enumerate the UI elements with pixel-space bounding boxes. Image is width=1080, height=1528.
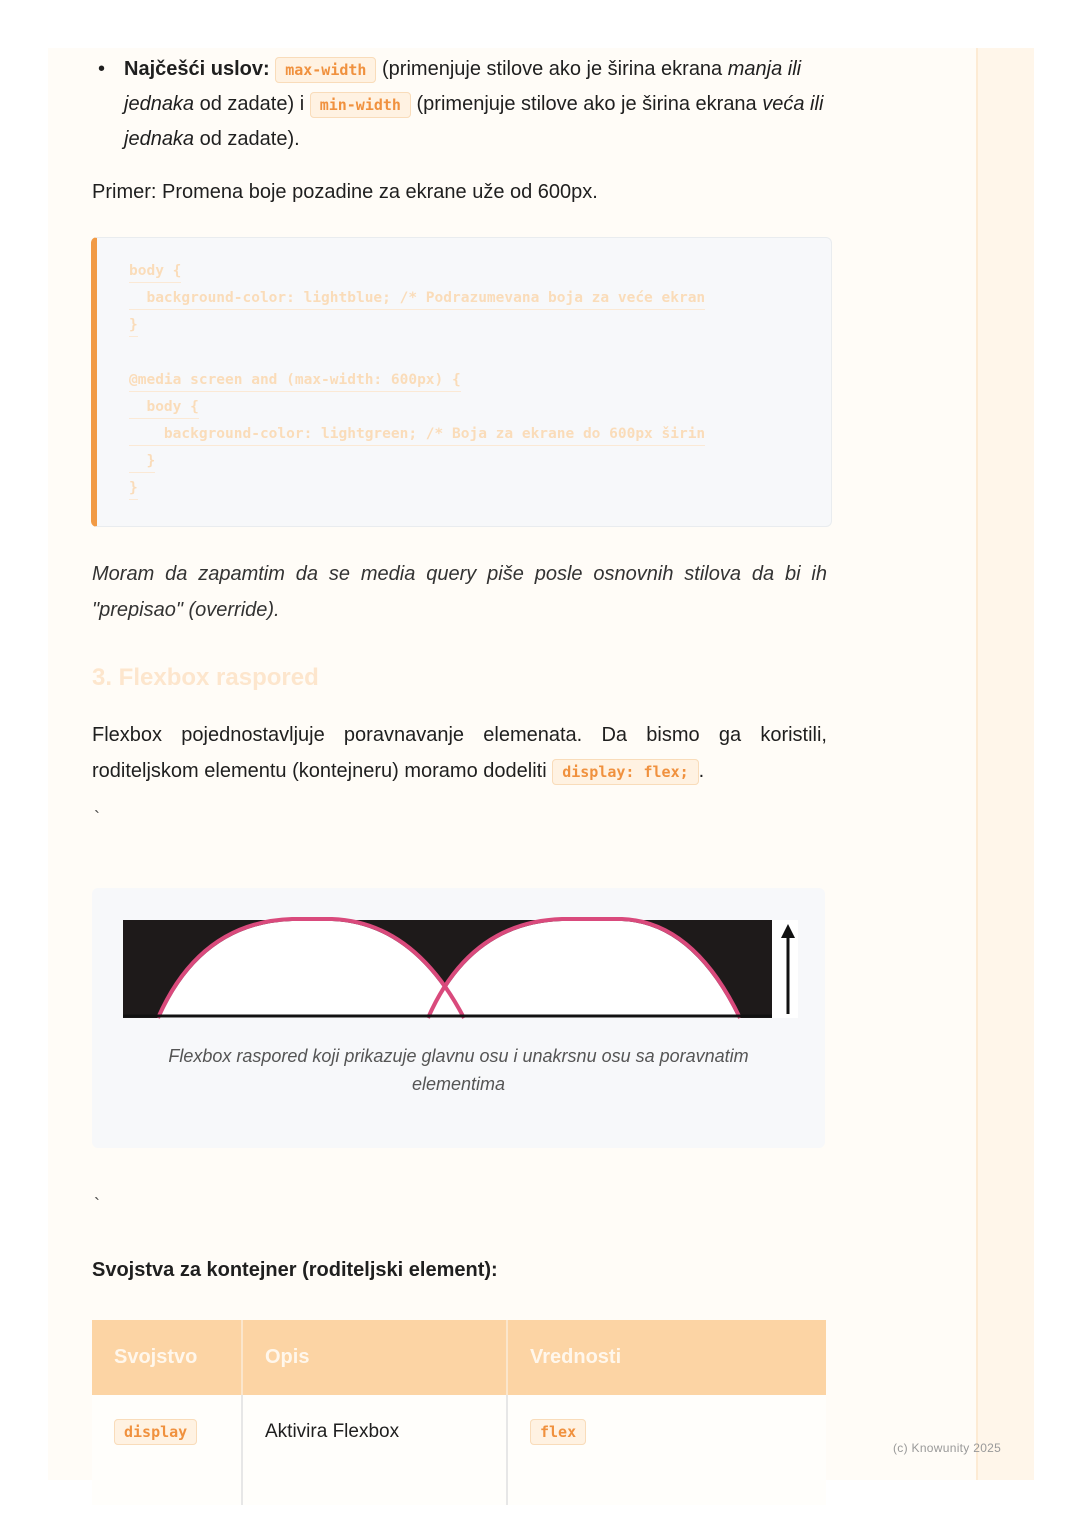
code-line: } bbox=[129, 314, 138, 337]
code-line: } bbox=[129, 450, 155, 473]
table-cell-property bbox=[92, 1395, 242, 1505]
section-heading-wrap bbox=[92, 664, 319, 692]
flexbox-paragraph-text: Flexbox pojednostavljuje poravnavanje elemenata. Da bismo ga koristili, roditeljskom elementu (kontejneru) moramo dodeliti bbox=[92, 724, 827, 782]
table-cell-description: Aktivira Flexbox bbox=[242, 1395, 507, 1505]
stray-backtick: ` bbox=[94, 1195, 100, 1215]
table-header-row bbox=[92, 1320, 826, 1395]
bullet-text bbox=[124, 52, 826, 156]
flexbox-figure bbox=[92, 888, 825, 1148]
code-min-width: min-width bbox=[310, 92, 411, 118]
table-header-values: Vrednosti bbox=[507, 1320, 826, 1395]
bullet-emphasis-2: veća ili jednaka bbox=[124, 93, 824, 150]
container-properties-table bbox=[92, 1320, 826, 1505]
container-properties-heading: Svojstva za kontejner (roditeljski element): bbox=[92, 1259, 498, 1281]
italic-note: Moram da zapamtim da se media query piše posle osnovnih stilova da bi ih "prepisao" (override). bbox=[92, 563, 827, 621]
code-block bbox=[91, 237, 832, 527]
table-header-description: Opis bbox=[242, 1320, 507, 1395]
stray-backtick: ` bbox=[94, 808, 100, 828]
table-cell-value bbox=[507, 1395, 826, 1505]
bullet-lead: Najčešći uslov: bbox=[124, 58, 270, 80]
bullet-emphasis-1: manja ili jednaka bbox=[124, 58, 802, 115]
code-flex: flex bbox=[530, 1419, 586, 1445]
bullet-text-2: od zadate) i bbox=[194, 93, 310, 115]
copyright-footer: (c) Knowunity 2025 bbox=[893, 1441, 1002, 1455]
section-heading: 3. Flexbox raspored bbox=[92, 664, 319, 691]
code-line: body { bbox=[129, 260, 181, 283]
bullet-marker: • bbox=[98, 58, 106, 80]
right-margin-strip bbox=[976, 48, 1034, 1480]
bullet-text-4: od zadate). bbox=[194, 128, 300, 150]
bullet-text-1: (primenjuje stilove ako je širina ekrana bbox=[376, 58, 728, 80]
code-display: display bbox=[114, 1419, 197, 1445]
figure-caption: Flexbox raspored koji prikazuje glavnu osu i unakrsnu osu sa poravnatim elementima bbox=[168, 1046, 749, 1094]
code-max-width: max-width bbox=[275, 57, 376, 83]
code-line: background-color: lightblue; /* Podrazumevana boja za veće ekran bbox=[129, 287, 705, 310]
flexbox-paragraph-end: . bbox=[698, 760, 705, 782]
bullet-list-item bbox=[92, 52, 832, 156]
code-display-flex: display: flex; bbox=[552, 759, 698, 785]
code-line: @media screen and (max-width: 600px) { bbox=[129, 369, 461, 392]
example-text: Primer: Promena boje pozadine za ekrane uže od 600px. bbox=[92, 181, 598, 203]
code-line: body { bbox=[129, 396, 199, 419]
table-row bbox=[92, 1395, 826, 1505]
table-header-property: Svojstvo bbox=[92, 1320, 242, 1395]
bullet-text-3: (primenjuje stilove ako je širina ekrana bbox=[410, 93, 763, 115]
code-line: } bbox=[129, 477, 138, 500]
flexbox-axis-image bbox=[92, 888, 825, 1038]
flexbox-paragraph bbox=[92, 717, 827, 790]
code-line: background-color: lightgreen; /* Boja za ekrane do 600px širin bbox=[129, 423, 705, 446]
